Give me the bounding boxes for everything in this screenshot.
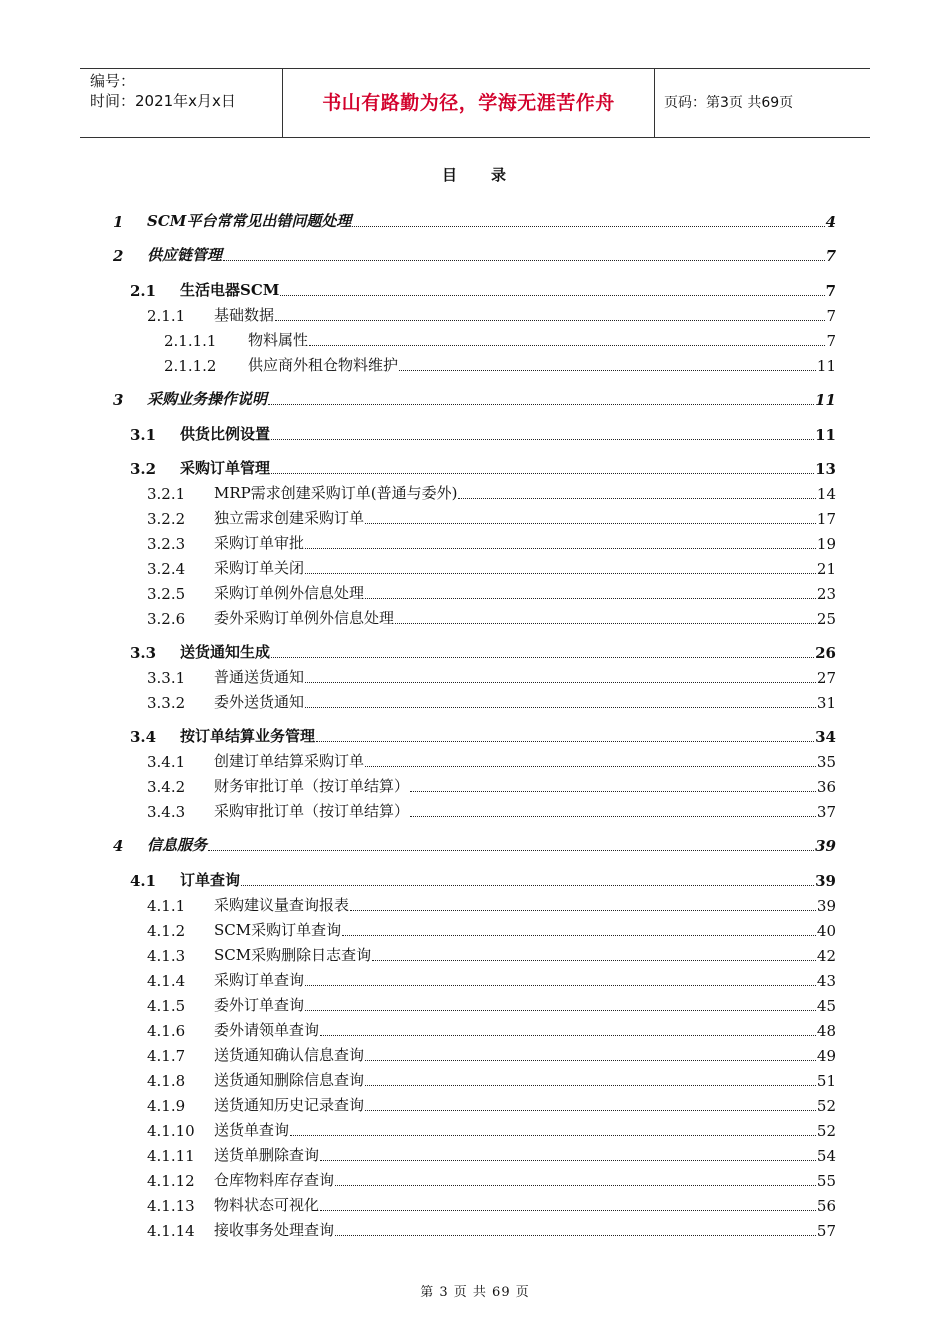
toc-dot-leader — [271, 473, 814, 474]
toc-dot-leader — [352, 226, 824, 227]
toc-entry-number: 4.1 — [130, 872, 157, 890]
toc-entry-number: 3.4.3 — [147, 803, 186, 821]
toc-dot-leader — [316, 741, 814, 742]
toc-entry-page-number: 27 — [816, 669, 836, 687]
toc-entry-page-number: 39 — [815, 837, 836, 855]
toc-entry-title: 采购订单管理 — [180, 459, 271, 477]
toc-entry-body — [214, 666, 836, 687]
toc-dot-leader — [410, 791, 816, 792]
toc-entry-number: 4.1.1 — [147, 897, 186, 915]
toc-entry-page-number: 49 — [816, 1047, 836, 1065]
toc-entry-number: 4.1.10 — [147, 1122, 195, 1140]
toc-entry-number: 3.3.1 — [147, 669, 186, 687]
toc-dot-leader — [290, 1135, 816, 1136]
toc-entry-title: 供应商外租仓物料维护 — [248, 356, 399, 374]
toc-entry-title: MRP需求创建采购订单(普通与委外) — [214, 484, 458, 502]
toc-dot-leader — [372, 960, 816, 961]
toc-entry[interactable] — [0, 799, 950, 821]
toc-entry-body — [214, 1169, 836, 1190]
toc-entry[interactable] — [0, 422, 950, 444]
toc-dot-leader — [410, 816, 816, 817]
toc-title-char-1: 目 — [441, 166, 459, 184]
document-date-label: 时间：2021年x月x日 — [90, 92, 236, 110]
toc-entry-page-number: 55 — [816, 1172, 836, 1190]
toc-entry-body — [214, 482, 836, 503]
toc-entry-number: 3.1 — [130, 426, 157, 444]
toc-entry-body — [147, 244, 836, 265]
toc-entry-number: 4.1.6 — [147, 1022, 186, 1040]
toc-entry-title: SCM采购删除日志查询 — [214, 946, 372, 964]
toc-entry-body — [214, 582, 836, 603]
toc-entry-page-number: 7 — [825, 247, 836, 265]
toc-entry-number: 3.2.2 — [147, 510, 186, 528]
toc-entry-body — [248, 329, 836, 350]
toc-entry-page-number: 52 — [816, 1122, 836, 1140]
toc-entry-title: 仓库物料库存查询 — [214, 1171, 335, 1189]
toc-entry-title: 接收事务处理查询 — [214, 1221, 335, 1239]
toc-entry[interactable] — [0, 724, 950, 746]
toc-entry-number: 2 — [113, 247, 124, 265]
header-left-cell — [80, 69, 283, 137]
toc-entry-number: 4.1.12 — [147, 1172, 195, 1190]
toc-entry-title: 送货单查询 — [214, 1121, 290, 1139]
toc-entry-page-number: 14 — [816, 485, 836, 503]
page-footer: 第 3 页 共 69 页 — [420, 1285, 530, 1300]
toc-entry-title: 采购建议量查询报表 — [214, 896, 350, 914]
toc-entry-number: 4.1.7 — [147, 1047, 186, 1065]
toc-entry-number: 3.4.2 — [147, 778, 186, 796]
toc-entry-body — [214, 607, 836, 628]
toc-entry[interactable] — [0, 1043, 950, 1065]
toc-entry-title: 送货通知生成 — [180, 643, 271, 661]
toc-entry-title: 基础数据 — [214, 306, 275, 324]
toc-entry-number: 3.2.5 — [147, 585, 186, 603]
toc-dot-leader — [365, 1085, 816, 1086]
toc-entry-body — [214, 750, 836, 771]
toc-entry[interactable] — [0, 868, 950, 890]
toc-dot-leader — [305, 548, 816, 549]
toc-entry-title: 采购业务操作说明 — [147, 390, 268, 408]
toc-dot-leader — [350, 910, 816, 911]
toc-dot-leader — [275, 320, 825, 321]
toc-entry-number: 3.2.6 — [147, 610, 186, 628]
toc-dot-leader — [309, 345, 825, 346]
toc-entry-number: 3.2 — [130, 460, 157, 478]
toc-entry-title: SCM采购订单查询 — [214, 921, 342, 939]
toc-entry-number: 3.3.2 — [147, 694, 186, 712]
toc-dot-leader — [365, 1060, 816, 1061]
toc-dot-leader — [268, 404, 814, 405]
toc-entry[interactable] — [0, 893, 950, 915]
toc-dot-leader — [395, 623, 816, 624]
toc-entry-page-number: 7 — [826, 307, 836, 325]
toc-entry-page-number: 39 — [815, 872, 836, 890]
toc-entry[interactable] — [0, 353, 950, 375]
toc-dot-leader — [365, 1110, 816, 1111]
toc-entry[interactable] — [0, 1068, 950, 1090]
toc-entry-body — [214, 1144, 836, 1165]
toc-entry-page-number: 17 — [816, 510, 836, 528]
toc-dot-leader — [320, 1160, 816, 1161]
header-page-info: 页码：第3页 共69页 — [664, 95, 794, 111]
toc-entry-title: 采购订单例外信息处理 — [214, 584, 365, 602]
toc-entry-body — [214, 1019, 836, 1040]
toc-dot-leader — [305, 573, 816, 574]
toc-dot-leader — [320, 1210, 816, 1211]
toc-entry-number: 3.3 — [130, 644, 157, 662]
toc-dot-leader — [271, 439, 814, 440]
toc-entry-title: 委外请领单查询 — [214, 1021, 320, 1039]
toc-dot-leader — [305, 707, 816, 708]
toc-dot-leader — [365, 598, 816, 599]
toc-entry-body — [214, 919, 836, 940]
toc-entry-body — [214, 969, 836, 990]
toc-entry-body — [147, 210, 836, 231]
toc-entry-page-number: 11 — [816, 357, 836, 375]
toc-entry-title: 创建订单结算采购订单 — [214, 752, 365, 770]
toc-entry-body — [248, 354, 836, 375]
toc-entry-title: 送货通知删除信息查询 — [214, 1071, 365, 1089]
toc-entry-body — [214, 894, 836, 915]
toc-entry[interactable] — [0, 1193, 950, 1215]
toc-entry-number: 1 — [113, 213, 124, 231]
toc-entry-number: 2.1.1 — [147, 307, 186, 325]
toc-entry-title: 财务审批订单（按订单结算） — [214, 777, 410, 795]
toc-entry-page-number: 7 — [826, 332, 836, 350]
toc-entry-page-number: 25 — [816, 610, 836, 628]
toc-entry[interactable] — [0, 968, 950, 990]
toc-entry-page-number: 52 — [816, 1097, 836, 1115]
toc-entry-title: 物料状态可视化 — [214, 1196, 320, 1214]
toc-entry-page-number: 23 — [816, 585, 836, 603]
toc-entry-title: 采购订单关闭 — [214, 559, 305, 577]
toc-dot-leader — [305, 1010, 816, 1011]
toc-entry[interactable] — [0, 556, 950, 578]
toc-entry[interactable] — [0, 387, 950, 409]
header-motto: 书山有路勤为径，学海无涯苦作舟 — [322, 92, 615, 114]
toc-entry-title: 生活电器SCM — [180, 281, 280, 299]
toc-entry-body — [180, 423, 836, 444]
toc-entry-body — [214, 532, 836, 553]
toc-entry-title: 信息服务 — [147, 836, 208, 854]
toc-entry-page-number: 56 — [816, 1197, 836, 1215]
toc-dot-leader — [320, 1035, 816, 1036]
toc-entry-number: 2.1.1.2 — [164, 357, 217, 375]
toc-entry-body — [214, 691, 836, 712]
toc-entry-title: 委外采购订单例外信息处理 — [214, 609, 395, 627]
toc-entry-body — [214, 1119, 836, 1140]
toc-entry-page-number: 43 — [816, 972, 836, 990]
toc-entry-body — [214, 557, 836, 578]
toc-entry-page-number: 35 — [816, 753, 836, 771]
toc-entry-body — [147, 388, 836, 409]
toc-entry-page-number: 54 — [816, 1147, 836, 1165]
toc-entry-number: 2.1 — [130, 282, 157, 300]
toc-entry-body — [214, 1069, 836, 1090]
toc-entry-body — [214, 304, 836, 325]
toc-entry-page-number: 36 — [816, 778, 836, 796]
toc-dot-leader — [305, 682, 816, 683]
toc-dot-leader — [208, 850, 814, 851]
toc-entry-number: 4.1.14 — [147, 1222, 195, 1240]
toc-entry-page-number: 37 — [816, 803, 836, 821]
toc-entry[interactable] — [0, 993, 950, 1015]
toc-entry[interactable] — [0, 1093, 950, 1115]
toc-entry-number: 4.1.9 — [147, 1097, 186, 1115]
toc-entry-page-number: 45 — [816, 997, 836, 1015]
toc-entry-body — [180, 725, 836, 746]
toc-entry[interactable] — [0, 1018, 950, 1040]
page-header — [80, 68, 870, 138]
toc-entry-title: SCM平台常常见出错问题处理 — [147, 212, 352, 230]
toc-entry-title: 送货通知确认信息查询 — [214, 1046, 365, 1064]
toc-entry[interactable] — [0, 278, 950, 300]
toc-entry-body — [180, 641, 836, 662]
toc-entry-title: 送货单删除查询 — [214, 1146, 320, 1164]
toc-entry-title: 供应链管理 — [147, 246, 223, 264]
toc-entry[interactable] — [0, 209, 950, 231]
toc-entry[interactable] — [0, 774, 950, 796]
toc-entry-body — [214, 775, 836, 796]
toc-entry-title: 订单查询 — [180, 871, 241, 889]
toc-entry-number: 3.2.1 — [147, 485, 186, 503]
toc-entry-number: 3.4 — [130, 728, 157, 746]
toc-entry-body — [180, 279, 836, 300]
toc-entry-body — [214, 507, 836, 528]
toc-entry-number: 2.1.1.1 — [164, 332, 217, 350]
toc-entry[interactable] — [0, 665, 950, 687]
toc-dot-leader — [280, 295, 824, 296]
toc-entry-title: 送货通知历史记录查询 — [214, 1096, 365, 1114]
toc-entry-page-number: 11 — [815, 426, 836, 444]
toc-entry[interactable] — [0, 640, 950, 662]
toc-entry-title: 委外送货通知 — [214, 693, 305, 711]
toc-entry-title: 按订单结算业务管理 — [180, 727, 316, 745]
toc-entry-page-number: 26 — [815, 644, 836, 662]
toc-entry[interactable] — [0, 1118, 950, 1140]
toc-entry-page-number: 4 — [825, 213, 836, 231]
toc-entry-title: 物料属性 — [248, 331, 309, 349]
toc-entry-body — [214, 800, 836, 821]
toc-title — [0, 164, 950, 185]
toc-entry-number: 4.1.8 — [147, 1072, 186, 1090]
toc-entry-page-number: 19 — [816, 535, 836, 553]
toc-entry-page-number: 42 — [816, 947, 836, 965]
toc-entry-body — [214, 944, 836, 965]
toc-entry-page-number: 13 — [815, 460, 836, 478]
toc-dot-leader — [399, 370, 816, 371]
toc-entry-number: 4 — [113, 837, 124, 855]
toc-dot-leader — [342, 935, 816, 936]
toc-entry-body — [214, 1094, 836, 1115]
toc-entry-body — [214, 1194, 836, 1215]
toc-entry-number: 4.1.4 — [147, 972, 186, 990]
toc-dot-leader — [335, 1185, 816, 1186]
toc-entry[interactable] — [0, 690, 950, 712]
toc-entry[interactable] — [0, 1143, 950, 1165]
toc-entry-page-number: 34 — [815, 728, 836, 746]
toc-entry[interactable] — [0, 481, 950, 503]
toc-entry-number: 4.1.3 — [147, 947, 186, 965]
toc-entry-page-number: 11 — [815, 391, 836, 409]
toc-entry-title: 采购订单查询 — [214, 971, 305, 989]
toc-entry-body — [214, 1044, 836, 1065]
header-motto-cell — [283, 69, 655, 137]
toc-entry-page-number: 39 — [816, 897, 836, 915]
toc-entry[interactable] — [0, 833, 950, 855]
toc-entry-page-number: 40 — [816, 922, 836, 940]
toc-entry-body — [214, 994, 836, 1015]
toc-entry[interactable] — [0, 531, 950, 553]
toc-entry-title: 采购审批订单（按订单结算） — [214, 802, 410, 820]
toc-dot-leader — [223, 260, 825, 261]
toc-entry-number: 3.2.4 — [147, 560, 186, 578]
toc-entry[interactable] — [0, 581, 950, 603]
toc-entry[interactable] — [0, 506, 950, 528]
toc-dot-leader — [458, 498, 815, 499]
toc-entry[interactable] — [0, 606, 950, 628]
toc-entry-body — [147, 834, 836, 855]
toc-entry[interactable] — [0, 1168, 950, 1190]
toc-entry-title: 采购订单审批 — [214, 534, 305, 552]
toc-entry-title: 普通送货通知 — [214, 668, 305, 686]
toc-entry-number: 3 — [113, 391, 124, 409]
toc-entry-title: 供货比例设置 — [180, 425, 271, 443]
toc-dot-leader — [365, 523, 816, 524]
toc-entry-number: 4.1.2 — [147, 922, 186, 940]
toc-entry-number: 3.4.1 — [147, 753, 186, 771]
toc-entry-page-number: 51 — [816, 1072, 836, 1090]
toc-entry[interactable] — [0, 1218, 950, 1240]
toc-entry-page-number: 48 — [816, 1022, 836, 1040]
toc-entry-body — [180, 869, 836, 890]
toc-dot-leader — [241, 885, 814, 886]
toc-entry[interactable] — [0, 328, 950, 350]
toc-entry[interactable] — [0, 918, 950, 940]
toc-entry[interactable] — [0, 243, 950, 265]
toc-entry-page-number: 7 — [825, 282, 836, 300]
toc-entry-title: 委外订单查询 — [214, 996, 305, 1014]
toc-entry[interactable] — [0, 303, 950, 325]
toc-entry-number: 4.1.5 — [147, 997, 186, 1015]
toc-entry[interactable] — [0, 943, 950, 965]
toc-dot-leader — [271, 657, 814, 658]
toc-entry-page-number: 31 — [816, 694, 836, 712]
toc-entry[interactable] — [0, 456, 950, 478]
toc-entry-title: 独立需求创建采购订单 — [214, 509, 365, 527]
header-right-cell — [655, 69, 870, 137]
toc-entry-page-number: 21 — [816, 560, 836, 578]
toc-entry-body — [180, 457, 836, 478]
toc-entry-body — [214, 1219, 836, 1240]
toc-entry-number: 4.1.13 — [147, 1197, 195, 1215]
toc-dot-leader — [305, 985, 816, 986]
document-number-label: 编号： — [90, 72, 136, 90]
toc-entry-number: 3.2.3 — [147, 535, 186, 553]
toc-dot-leader — [365, 766, 816, 767]
toc-dot-leader — [335, 1235, 816, 1236]
toc-entry-number: 4.1.11 — [147, 1147, 195, 1165]
toc-title-char-2: 录 — [491, 166, 509, 184]
toc-entry[interactable] — [0, 749, 950, 771]
toc-entry-page-number: 57 — [816, 1222, 836, 1240]
